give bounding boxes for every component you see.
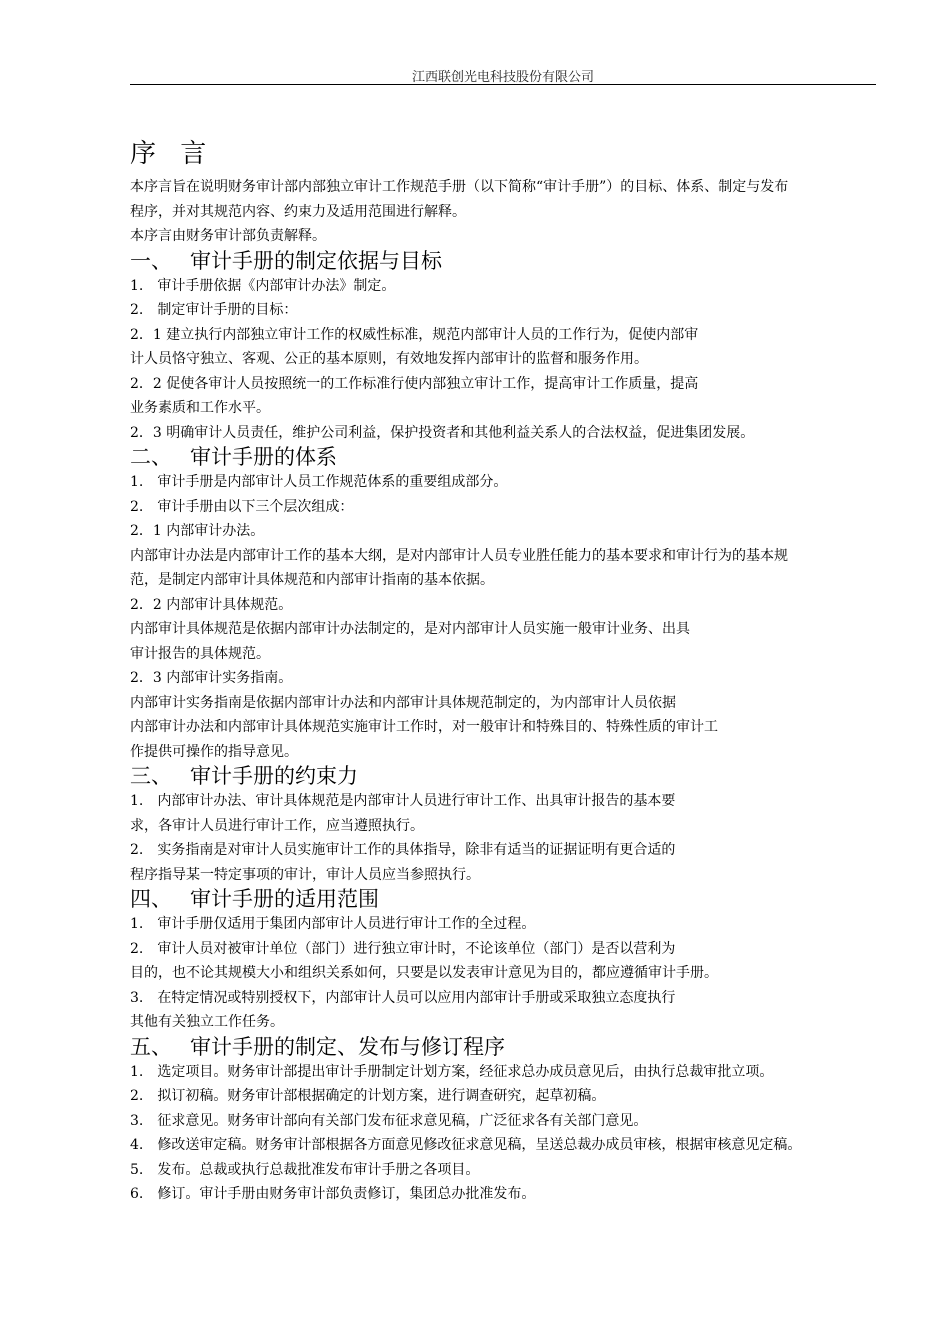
intro-line: 本序言由财务审计部负责解释。: [130, 228, 326, 244]
section-number: 二、: [130, 445, 172, 469]
paragraph-line: 目的，也不论其规模大小和组织关系如何，只要是以发表审计意见为目的，都应遵循审计手册。: [130, 965, 718, 981]
section-title: 审计手册的体系: [190, 445, 337, 469]
section-heading: [130, 445, 890, 470]
section-heading: [130, 764, 890, 789]
intro-line: 本序言旨在说明财务审计部内部独立审计工作规范手册（以下简称“审计手册”）的目标、体系、制定与发布: [130, 179, 789, 195]
section-heading: [130, 1035, 890, 1060]
intro-line: 程序，并对其规范内容、约束力及适用范围进行解释。: [130, 203, 466, 220]
section-number: 一、: [130, 248, 172, 273]
paragraph-line: 3. 征求意见。财务审计部向有关部门发布征求意见稿，广泛征求各有关部门意见。: [130, 1112, 648, 1129]
paragraph-line: 作提供可操作的指导意见。: [130, 743, 298, 760]
section-title: 审计手册的制定、发布与修订程序: [190, 1034, 505, 1059]
paragraph-line: 3. 在特定情况或特别授权下，内部审计人员可以应用内部审计手册或采取独立态度执行: [130, 989, 676, 1006]
paragraph-line: 2. 实务指南是对审计人员实施审计工作的具体指导，除非有适当的证据证明有更合适的: [130, 842, 676, 858]
paragraph-line: 2. 审计人员对被审计单位（部门）进行独立审计时，不论该单位（部门）是否以营利为: [130, 940, 676, 957]
section-heading: [130, 249, 890, 274]
paragraph-line: 2．3 明确审计人员责任，维护公司利益，保护投资者和其他利益关系人的合法权益，促进集团发展。: [130, 424, 755, 441]
paragraph-line: 2. 拟订初稿。财务审计部根据确定的计划方案，进行调查研究，起草初稿。: [130, 1088, 606, 1104]
section-title: 审计手册的适用范围: [190, 887, 379, 911]
paragraph-line: 2. 审计手册由以下三个层次组成：: [130, 498, 354, 515]
paragraph-line: 计人员恪守独立、客观、公正的基本原则，有效地发挥内部审计的监督和服务作用。: [130, 351, 648, 367]
section-number: 三、: [130, 764, 172, 788]
paragraph-line: 6. 修订。审计手册由财务审计部负责修订，集团总办批准发布。: [130, 1186, 536, 1202]
paragraph-line: 2．1 建立执行内部独立审计工作的权威性标准，规范内部审计人员的工作行为，促使内部审: [130, 326, 699, 343]
paragraph-line: 5. 发布。总裁或执行总裁批准发布审计手册之各项目。: [130, 1161, 480, 1178]
paragraph-line: 内部审计具体规范是依据内部审计办法制定的，是对内部审计人员实施一般审计业务、出具: [130, 621, 690, 637]
header-rule: [130, 84, 876, 85]
paragraph-line: 1. 审计手册是内部审计人员工作规范体系的重要组成部分。: [130, 474, 508, 490]
paragraph-line: 范，是制定内部审计具体规范和内部审计指南的基本依据。: [130, 572, 494, 588]
paragraph-line: 2．2 促使各审计人员按照统一的工作标准行使内部独立审计工作，提高审计工作质量，提高: [130, 375, 699, 392]
section-title: 审计手册的约束力: [190, 764, 358, 788]
paragraph-line: 内部审计办法是内部审计工作的基本大纲，是对内部审计人员专业胜任能力的基本要求和审计行为的基本规: [130, 547, 788, 564]
section-heading: [130, 887, 890, 912]
paragraph-line: 2．2 内部审计具体规范。: [130, 596, 293, 613]
paragraph-line: 1. 审计手册仅适用于集团内部审计人员进行审计工作的全过程。: [130, 916, 536, 932]
paragraph-line: 4. 修改送审定稿。财务审计部根据各方面意见修改征求意见稿，呈送总裁办成员审核，根据审核意见定稿。: [130, 1137, 802, 1153]
paragraph-line: 求，各审计人员进行审计工作，应当遵照执行。: [130, 817, 424, 834]
section-number: 五、: [130, 1034, 172, 1059]
paragraph-line: 业务素质和工作水平。: [130, 400, 270, 416]
paragraph-line: 1. 选定项目。财务审计部提出审计手册制定计划方案，经征求总办成员意见后，由执行总裁审批立项。: [130, 1063, 774, 1080]
section-number: 四、: [130, 887, 172, 911]
paragraph-line: 程序指导某一特定事项的审计，审计人员应当参照执行。: [130, 866, 480, 883]
paragraph-line: 1. 审计手册依据《内部审计办法》制定。: [130, 277, 396, 294]
paragraph-line: 2．1 内部审计办法。: [130, 523, 265, 539]
paragraph-line: 内部审计实务指南是依据内部审计办法和内部审计具体规范制定的，为内部审计人员依据: [130, 694, 676, 711]
paragraph-line: 内部审计办法和内部审计具体规范实施审计工作时，对一般审计和特殊目的、特殊性质的审计工: [130, 719, 718, 735]
paragraph-line: 审计报告的具体规范。: [130, 645, 270, 662]
paragraph-line: 2．3 内部审计实务指南。: [130, 670, 293, 686]
paragraph-line: 2. 制定审计手册的目标：: [130, 302, 298, 318]
document-body: [130, 175, 890, 1207]
section-title: 审计手册的制定依据与目标: [190, 248, 442, 273]
paragraph-line: 其他有关独立工作任务。: [130, 1014, 284, 1030]
document-title: 序 言: [130, 139, 215, 169]
paragraph-line: 1. 内部审计办法、审计具体规范是内部审计人员进行审计工作、出具审计报告的基本要: [130, 793, 676, 809]
page-header-company: 江西联创光电科技股份有限公司: [411, 70, 594, 85]
